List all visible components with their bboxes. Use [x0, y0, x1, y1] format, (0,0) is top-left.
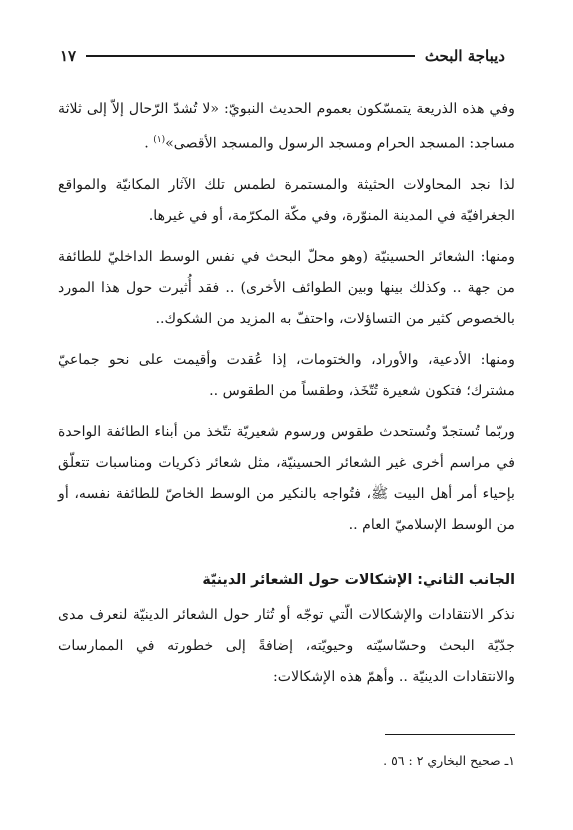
footnote-reference: (١)	[153, 135, 166, 145]
paragraph: ومنها: الأدعية، والأوراد، والختومات، إذا عُقدت وأقيمت على نحو جماعيّ مشترك؛ فتكون شعيرة تُتّخَذ، وطقساً من الطقوس ..	[58, 351, 515, 399]
running-header-title: ديباجة البحث	[424, 47, 505, 65]
footnote: ١ـ صحيح البخاري ٢ : ٥٦ .	[383, 753, 515, 768]
paragraph: وفي هذه الذريعة يتمسّكون بعموم الحديث النبويّ: «لا تُشدّ الرّحال إلاّ إلى ثلاثة مساجد: المسجد الحرام ومسجد الرسول والمسجد الأقصى»$^{(١)}$ .	[58, 101, 515, 152]
page-number: ١٧	[60, 47, 77, 65]
body-text	[58, 94, 515, 703]
paragraph: لذا نجد المحاولات الحثيثة والمستمرة لطمس تلك الآثار المكانيّة والمواقع الجغرافيّة في المدينة المنوّرة، وفي مكّة المكرّمة، أو في غيرها.	[58, 176, 515, 224]
footnote-rule	[385, 734, 515, 735]
running-header	[60, 44, 505, 68]
paragraph: نذكر الانتقادات والإشكالات الّتي توجّه أو تُثار حول الشعائر الدينيّة لنعرف مدى جدّيّة البحث وحسّاسيّته وحيويّته، إضافةً إلى خطورته في الممارسات والانتقادات الدينيّة .. وأهمّ هذه الإشكالات:	[58, 606, 515, 685]
paragraph: وربّما تُستجدّ وتُستحدث طقوس ورسوم شعيريّة تتّخذ من أبناء الطائفة الواحدة في مراسم أخرى غير الشعائر الحسينيّة، مثل شعائر ذكريات ومناسبات تتعلّق بإحياء أمر أهل البيت ﷺ، فتُواجه بالنكير من الوسط الخاصّ للطائفة نفسه، أو من الوسط الإسلاميّ العام ..	[58, 423, 515, 533]
header-rule	[86, 55, 415, 57]
paragraph: ومنها: الشعائر الحسينيّة (وهو محلّ البحث في نفس الوسط الداخليّ للطائفة من جهة .. وكذلك بينها وبين الطوائف الأخرى) .. فقد أُثيرت حول هذا المورد بالخصوص كثير من التساؤلات، واحتفّ به المزيد من الشكوك..	[58, 248, 515, 327]
section-heading: الجانب الثاني: الإشكالات حول الشعائر الدينيّة	[202, 571, 515, 588]
